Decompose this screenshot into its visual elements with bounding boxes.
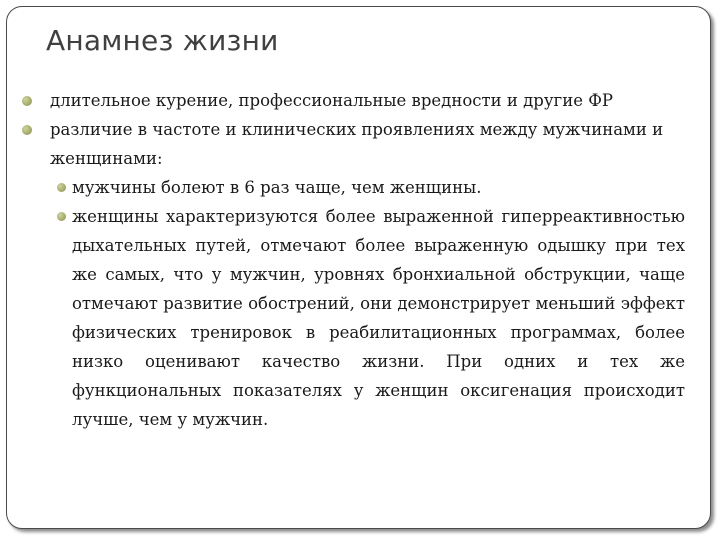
bullet-list [0, 86, 720, 173]
bullet-dot-icon [22, 125, 32, 135]
sub-bullet-list [0, 173, 720, 434]
slide-title: Анамнез жизни [46, 24, 279, 57]
bullet-text: длительное курение, профессиональные вредности и другие ФР [50, 91, 613, 110]
bullet-item [50, 115, 684, 173]
bullet-dot-icon [57, 212, 66, 221]
bullet-item [50, 86, 684, 115]
bullet-dot-icon [22, 96, 32, 106]
bullet-dot-icon [57, 183, 66, 192]
bullet-text: различие в частоте и клинических проявлениях между мужчинами и женщинами: [50, 120, 664, 168]
sub-bullet-item [72, 202, 685, 434]
sub-bullet-text: мужчины болеют в 6 раз чаще, чем женщины. [72, 178, 482, 197]
sub-bullet-text: женщины характеризуются более выраженной гиперреактивностью дыхательных путей, отмечают более выраженную одышку при тех же самых, что у мужчин, уровнях бронхиальной обструкции, чаще отмечают развитие обострений, они демонстрирует меньший эффект физических тренировок в реабилитационных программах, более низко оценивают качество жизни. При одних и тех же функциональных показателях у женщин оксигенация происходит лучше, чем у мужчин. [72, 207, 685, 429]
sub-bullet-item [72, 173, 685, 202]
slide-content [0, 86, 720, 434]
